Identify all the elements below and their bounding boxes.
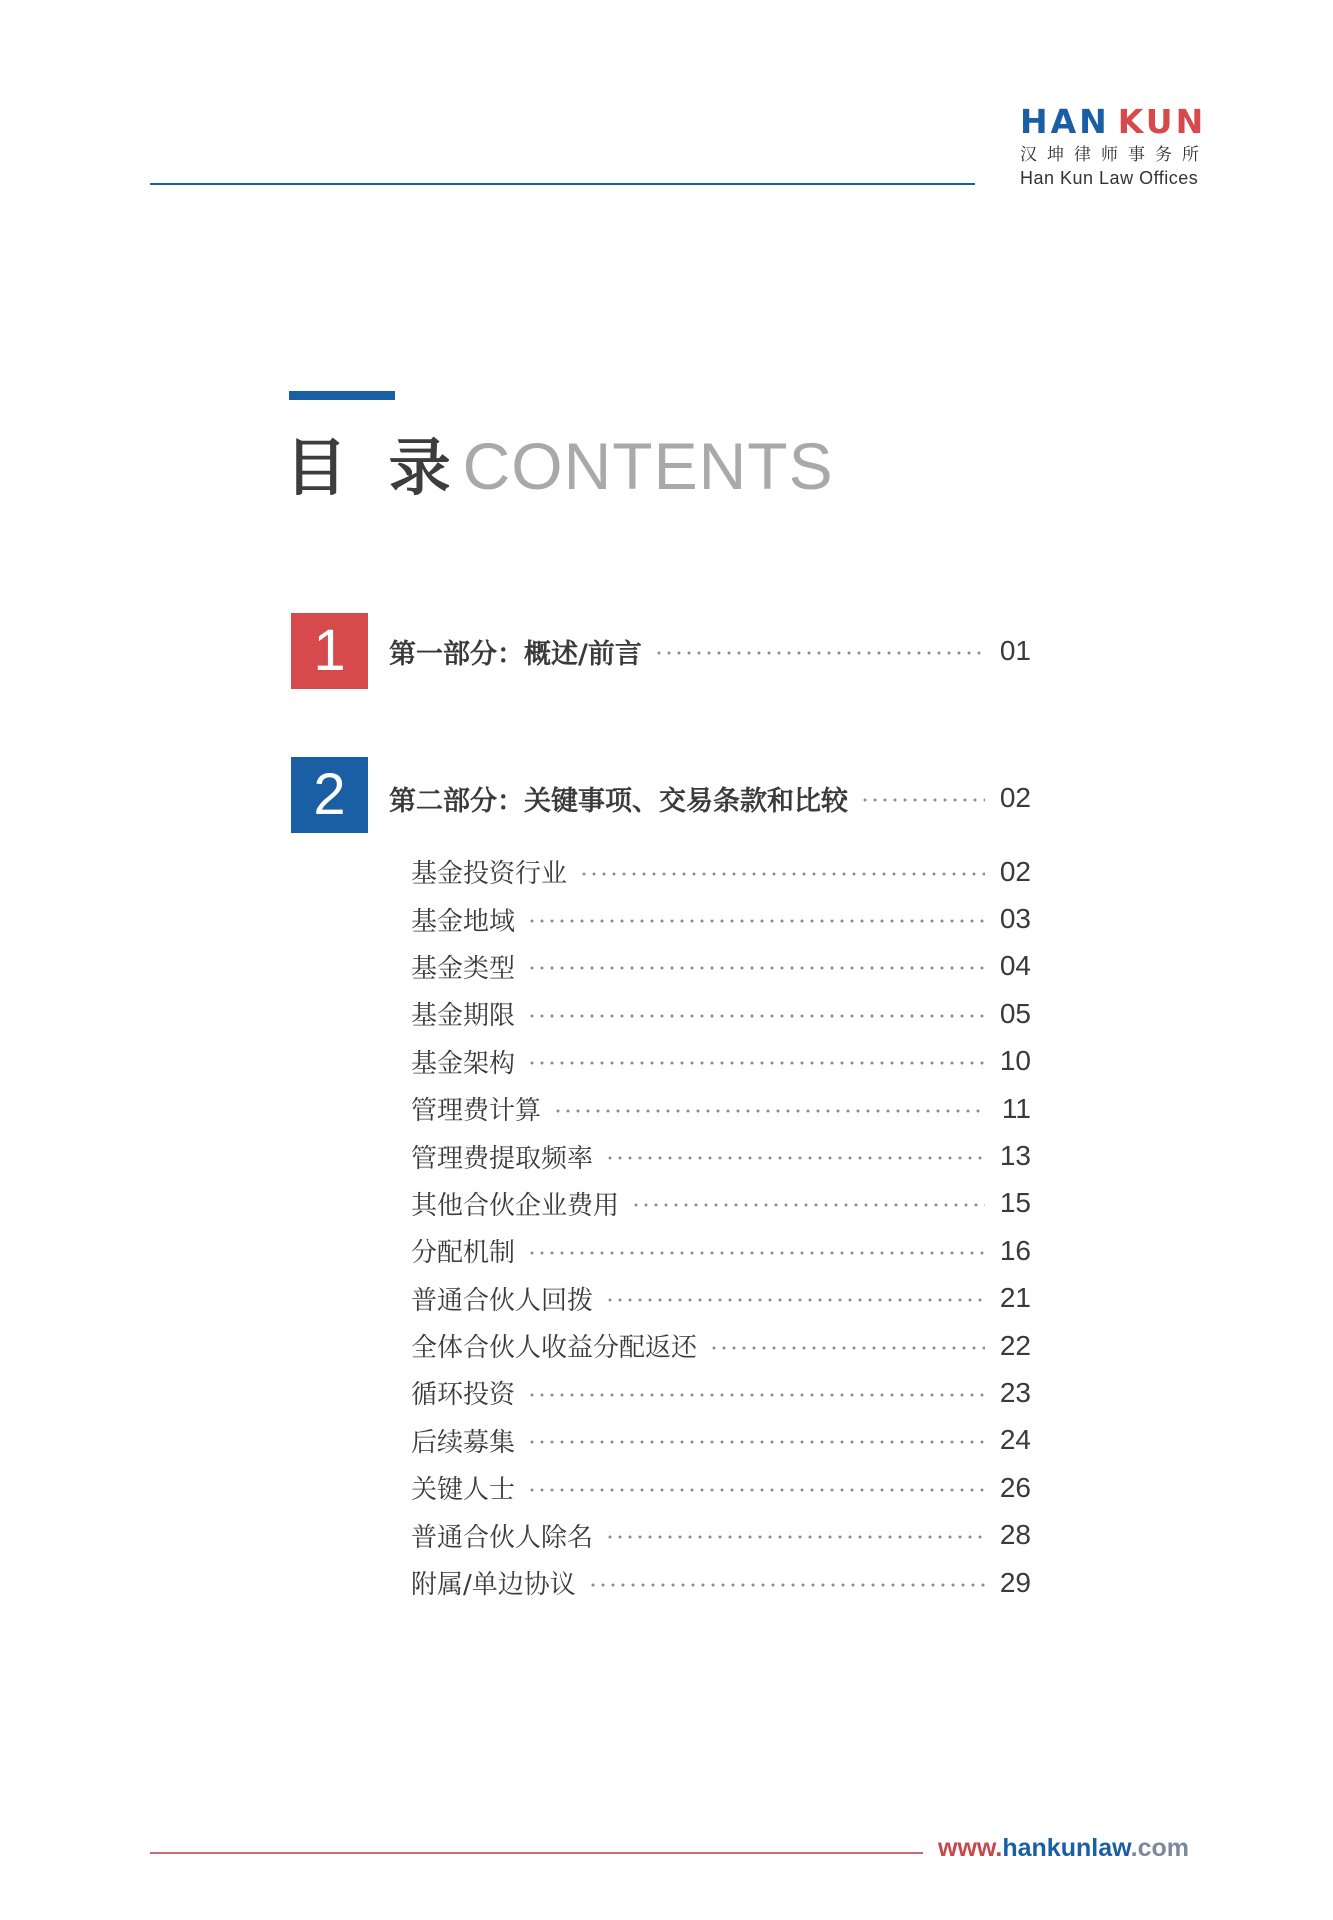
dot-leader bbox=[527, 1061, 985, 1065]
toc-item-page-number: 05 bbox=[999, 997, 1031, 1029]
dot-leader bbox=[527, 1393, 985, 1397]
toc-item-page-number: 15 bbox=[999, 1187, 1031, 1219]
dot-leader bbox=[605, 1535, 985, 1539]
section-title: 第二部分：关键事项、交易条款和比较 bbox=[389, 785, 848, 817]
dot-leader bbox=[527, 966, 985, 970]
section-title: 第一部分：概述/前言 bbox=[389, 638, 642, 670]
dot-leader bbox=[527, 1251, 985, 1255]
dot-leader bbox=[527, 1440, 985, 1444]
toc-item-label: 关键人士 bbox=[411, 1475, 516, 1506]
toc-item-page-number: 13 bbox=[999, 1140, 1031, 1172]
toc-item[interactable] bbox=[411, 1511, 1031, 1558]
toc-item-page-number: 23 bbox=[999, 1376, 1031, 1408]
toc-item[interactable] bbox=[411, 1227, 1031, 1274]
logo-name-en: Han Kun Law Offices bbox=[1020, 168, 1199, 188]
toc-item[interactable] bbox=[411, 1038, 1031, 1085]
toc-subsection-list bbox=[411, 848, 1031, 1606]
toc-item-page-number: 02 bbox=[999, 855, 1031, 887]
toc-item-page-number: 26 bbox=[999, 1471, 1031, 1503]
logo-han: HAN bbox=[1020, 102, 1110, 141]
toc-item-label: 循环投资 bbox=[411, 1380, 516, 1411]
dot-leader bbox=[631, 1203, 985, 1207]
toc-item-page-number: 22 bbox=[999, 1329, 1031, 1361]
toc-item[interactable] bbox=[411, 1369, 1031, 1416]
toc-item-label: 基金架构 bbox=[411, 1048, 516, 1079]
toc-section-1[interactable] bbox=[291, 613, 1031, 689]
toc-item-label: 全体合伙人收益分配返还 bbox=[411, 1333, 698, 1364]
page-title bbox=[285, 418, 834, 507]
toc-item[interactable] bbox=[411, 1322, 1031, 1369]
toc-item-page-number: 16 bbox=[999, 1234, 1031, 1266]
url-suffix: .com bbox=[1130, 1834, 1189, 1862]
toc-item-label: 后续募集 bbox=[411, 1427, 516, 1458]
dot-leader bbox=[527, 919, 985, 923]
toc-item-page-number: 29 bbox=[999, 1566, 1031, 1598]
toc-item-page-number: 03 bbox=[999, 903, 1031, 935]
title-cn: 目 录 bbox=[285, 431, 461, 504]
title-en: CONTENTS bbox=[462, 429, 834, 503]
toc-item[interactable] bbox=[411, 895, 1031, 942]
toc-item-page-number: 21 bbox=[999, 1282, 1031, 1314]
toc-item-page-number: 28 bbox=[999, 1519, 1031, 1551]
toc-item-label: 基金期限 bbox=[411, 1001, 516, 1032]
toc-item[interactable] bbox=[411, 943, 1031, 990]
footer-divider bbox=[150, 1852, 923, 1854]
toc-item[interactable] bbox=[411, 1417, 1031, 1464]
logo-wordmark bbox=[1020, 104, 1210, 140]
dot-leader bbox=[527, 1014, 985, 1018]
toc-item-page-number: 11 bbox=[1001, 1092, 1031, 1124]
dot-leader bbox=[579, 872, 985, 876]
dot-leader bbox=[553, 1109, 985, 1113]
toc-item[interactable] bbox=[411, 1559, 1031, 1606]
logo-kun: KUN bbox=[1117, 102, 1207, 141]
section-number-badge: 1 bbox=[291, 613, 368, 689]
section-page-number: 01 bbox=[999, 635, 1031, 666]
dot-leader bbox=[588, 1583, 985, 1587]
hankun-logo bbox=[1020, 104, 1210, 190]
toc-item[interactable] bbox=[411, 1275, 1031, 1322]
toc-item-label: 普通合伙人回拨 bbox=[411, 1285, 594, 1316]
toc-item[interactable] bbox=[411, 1464, 1031, 1511]
section-number-badge: 2 bbox=[291, 757, 368, 833]
toc-item-label: 普通合伙人除名 bbox=[411, 1522, 594, 1553]
header-divider bbox=[150, 183, 975, 185]
toc-section-2[interactable] bbox=[291, 757, 1031, 833]
section-page-number: 02 bbox=[999, 782, 1031, 813]
url-prefix: www. bbox=[938, 1834, 1003, 1862]
toc-item-label: 分配机制 bbox=[411, 1238, 516, 1269]
toc-item-label: 其他合伙企业费用 bbox=[411, 1190, 620, 1221]
toc-item-label: 附属/单边协议 bbox=[411, 1570, 576, 1601]
toc-item-label: 管理费计算 bbox=[411, 1096, 542, 1127]
dot-leader bbox=[709, 1346, 985, 1350]
toc-item[interactable] bbox=[411, 1132, 1031, 1179]
toc-item[interactable] bbox=[411, 1180, 1031, 1227]
toc-item-label: 管理费提取频率 bbox=[411, 1143, 594, 1174]
dot-leader bbox=[654, 651, 985, 655]
toc-item-label: 基金地域 bbox=[411, 906, 516, 937]
url-domain: hankunlaw bbox=[1002, 1834, 1131, 1862]
toc-item[interactable] bbox=[411, 990, 1031, 1037]
toc-item-page-number: 10 bbox=[999, 1045, 1031, 1077]
dot-leader bbox=[860, 798, 985, 802]
toc-item-label: 基金类型 bbox=[411, 953, 516, 984]
dot-leader bbox=[605, 1156, 985, 1160]
logo-name-cn: 汉坤律师事务所 bbox=[1020, 145, 1209, 165]
dot-leader bbox=[527, 1488, 985, 1492]
footer-website-link[interactable] bbox=[938, 1834, 1189, 1863]
title-accent-bar bbox=[289, 391, 395, 400]
dot-leader bbox=[605, 1298, 985, 1302]
toc-item-page-number: 04 bbox=[999, 950, 1031, 982]
toc-item[interactable] bbox=[411, 1085, 1031, 1132]
toc-item-page-number: 24 bbox=[999, 1424, 1031, 1456]
toc-item-label: 基金投资行业 bbox=[411, 859, 568, 890]
toc-item[interactable] bbox=[411, 848, 1031, 895]
